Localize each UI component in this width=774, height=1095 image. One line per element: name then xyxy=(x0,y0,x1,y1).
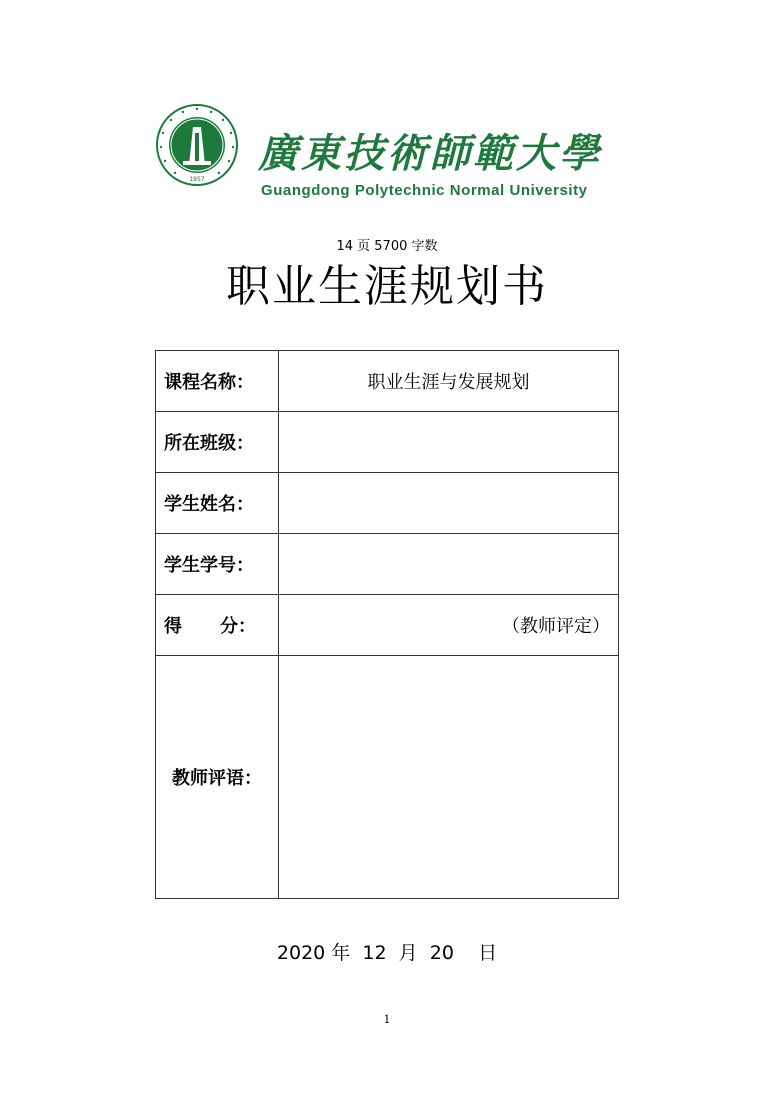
university-seal-icon xyxy=(155,103,239,187)
student-id-value[interactable] xyxy=(279,534,619,595)
table-row-score xyxy=(156,595,619,656)
table-row-student-name xyxy=(156,473,619,534)
table-row-course xyxy=(156,351,619,412)
comment-label: 教师评语： xyxy=(156,656,279,899)
student-id-label: 学生学号： xyxy=(156,534,279,595)
comment-value[interactable] xyxy=(279,656,619,899)
class-label: 所在班级： xyxy=(156,412,279,473)
course-label: 课程名称： xyxy=(156,351,279,412)
student-name-label: 学生姓名： xyxy=(156,473,279,534)
score-label-right: 分： xyxy=(220,616,256,637)
seal-year: 1957 xyxy=(189,176,205,183)
table-row-student-id xyxy=(156,534,619,595)
table-row-comment xyxy=(156,656,619,899)
submission-date: 2020 年 12 月 20 日 xyxy=(276,942,498,964)
university-name-chinese: 廣東技術師範大學 xyxy=(258,130,602,177)
page-word-count: 14 页 5700 字数 xyxy=(336,239,438,254)
score-label xyxy=(156,595,279,656)
score-label-left: 得 xyxy=(164,616,182,637)
table-row-class xyxy=(156,412,619,473)
class-value[interactable] xyxy=(279,412,619,473)
university-name-english: Guangdong Polytechnic Normal University xyxy=(261,182,588,199)
page-number: 1 xyxy=(383,1013,391,1026)
student-name-value[interactable] xyxy=(279,473,619,534)
course-value[interactable]: 职业生涯与发展规划 xyxy=(279,351,619,412)
cover-info-table xyxy=(155,350,619,899)
score-value[interactable]: （教师评定） xyxy=(279,595,619,656)
document-title: 职业生涯规划书 xyxy=(226,261,548,312)
